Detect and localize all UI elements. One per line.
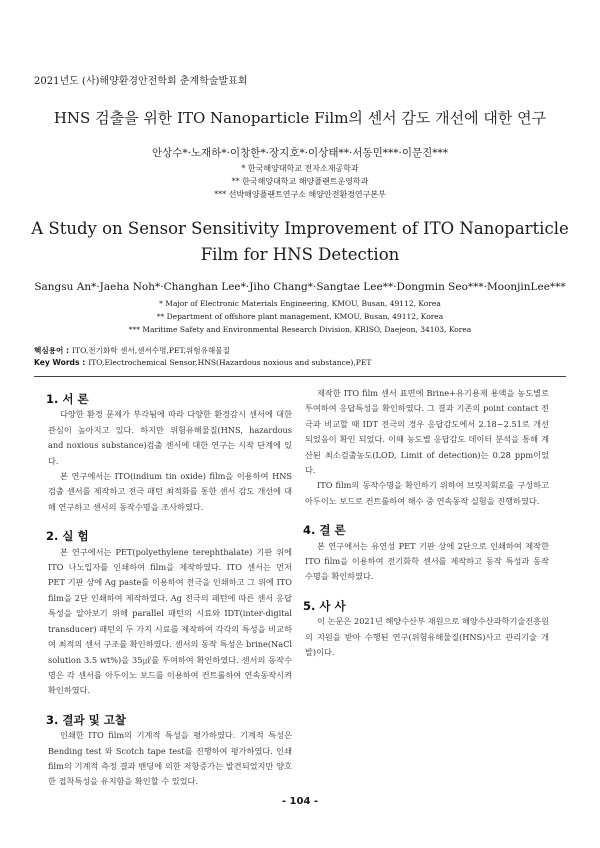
acknowledgement-paragraph: 이 논문은 2021년 해양수산부 재원으로 해양수산과학기술진흥원의 지원을 받아 수행된 연구(위험유해물질(HNS)사고 관리기술 개발)이다. bbox=[305, 616, 549, 658]
left-column bbox=[48, 392, 292, 790]
acknowledgement-heading: 5. 사 사 bbox=[303, 598, 346, 613]
results-paragraph-1: 인쇄한 ITO film의 기계적 특성을 평가하였다. 기계적 특성은 Bending test 와 Scotch tape test를 진행하여 평가하였다. 인쇄 film의 기계적 측정 결과 밴딩에 의한 저항증가는 발견되었지만 양호한 접착특성을 유지함을 확인할 수 있었다. bbox=[48, 730, 292, 787]
experiment-heading: 2. 실 험 bbox=[46, 529, 89, 544]
intro-paragraph-1: 다양한 환경 문제가 부각됨에 따라 다양한 환경감시 센서에 대한 관심이 높아지고 있다. 하지만 위험유해물질(HNS, hazardous and noxious substance)검출 센서에 대한 연구는 시작 단계에 있다. bbox=[48, 409, 292, 466]
intro-paragraph-2: 본 연구에서는 ITO(indium tin oxide) film을 이용하여 HNS 검출 센서를 제작하고 전극 패턴 최적화를 통한 센서 감도 개선에 대해 연구하고 센서의 동작수명을 조사하였다. bbox=[48, 471, 292, 512]
conclusion-heading: 4. 결 론 bbox=[303, 523, 346, 538]
korean-affiliation-3: *** 선박해양플랜트연구소 해양안전환경연구본부 bbox=[214, 190, 386, 199]
conference-header: 2021년도 (사)해양환경안전학회 춘계학술발표회 bbox=[34, 76, 248, 87]
english-keywords-label: Key Words : bbox=[34, 358, 86, 367]
korean-keywords-text: ITO,전기화학 센서,센서수명,PET,위험유해물질 bbox=[72, 346, 230, 355]
divider bbox=[34, 376, 566, 377]
conclusion-paragraph: 본 연구에서는 유연성 PET 기판 상에 2단으로 인쇄하여 제작한 ITO film을 이용하여 전기화학 센서를 제작하고 동작 특성과 동작 수명을 확인하였다. bbox=[305, 540, 549, 582]
results-paragraph-2: 제작한 ITO film 센서 표면에 Brine+유기용제 용액을 농도별로 투여하여 응답특성을 확인하였다. 그 결과 기존의 point contact 전극과 비교할 때 IDT 전극의 경우 응답감도에서 2.18~2.51로 개선되었음이 확인 되었다. 이때 농도별 응답감도 데이터 분석을 통해 계산된 최소검출농도(LOD, Limit of detection)는 0.28 ppm이었다. bbox=[305, 388, 549, 476]
english-affiliation-3: *** Maritime Safety and Environmental Research Division, KRISO, Daejeon, 34103, Korea bbox=[128, 325, 472, 334]
korean-keywords bbox=[34, 345, 230, 356]
results-heading: 3. 결과 및 고찰 bbox=[46, 712, 126, 727]
page-number: - 104 - bbox=[281, 796, 319, 807]
experiment-paragraph: 본 연구에서는 PET(polyethylene terephthalate) 기판 위에 ITO 나노입자를 인쇄하여 film을 제작하였다. ITO 센서는 먼저 PET 기판 상에 Ag paste를 이용하여 전극을 인쇄하고 그 위에 ITO film을 2단 인쇄하여 제작하였다. Ag 전극의 패턴에 따른 센서 응답 특성을 알아보기 위해 parallel 패턴의 시료와 IDT(inter-digital transducer) 패턴의 두 가지 시료를 제작하여 각각의 특성을 비교하여 최적의 센서 구조를 확인하였다. 센서의 동작 특성은 brine(NaCl solution 3.5 wt%)을 35㎕를 투여하여 확인하였다. 센서의 동작수명은 각 센서를 아두이노 보드를 이용하여 컨트롤하여 연속동작시켜 확인하였다. bbox=[48, 546, 292, 696]
english-title: A Study on Sensor Sensitivity Improvement of ITO Nanoparticle Film for HNS Detection bbox=[31, 219, 569, 264]
english-affiliation-2: ** Department of offshore plant management, KMOU, Busan, 49112, Korea bbox=[156, 312, 444, 321]
right-column bbox=[305, 386, 549, 661]
results-paragraph-3: ITO film의 동작수명을 확인하기 위하여 브릿지회로를 구성하고 아두이노 보드로 컨트롤하여 해수 중 연속동작 실험을 진행하였다. bbox=[305, 480, 549, 506]
korean-keywords-label: 핵심용어 : bbox=[34, 346, 70, 355]
english-keywords bbox=[34, 358, 371, 367]
intro-heading: 1. 서 론 bbox=[46, 392, 89, 406]
english-keywords-text: ITO,Electrochemical Sensor,HNS(Hazardous noxious and substance),PET bbox=[88, 358, 372, 367]
english-affiliation-1: * Major of Electronic Materials Engineering, KMOU, Busan, 49112, Korea bbox=[159, 299, 441, 308]
korean-affiliation-1: * 한국해양대학교 전자소재공학과 bbox=[241, 164, 359, 173]
korean-title: HNS 검출을 위한 ITO Nanoparticle Film의 센서 감도 개선에 대한 연구 bbox=[53, 109, 547, 127]
korean-affiliation-2: ** 한국해양대학교 해양플랜트운영학과 bbox=[231, 177, 369, 186]
korean-authors: 안상수*·노재하*·이창한*·장지호*·이상태**·서동민***·이문진*** bbox=[151, 147, 449, 159]
english-authors: Sangsu An*·Jaeha Noh*·Changhan Lee*·Jiho Chang*·Sangtae Lee**·Dongmin Seo***·MoonjinLee*** bbox=[34, 281, 566, 293]
